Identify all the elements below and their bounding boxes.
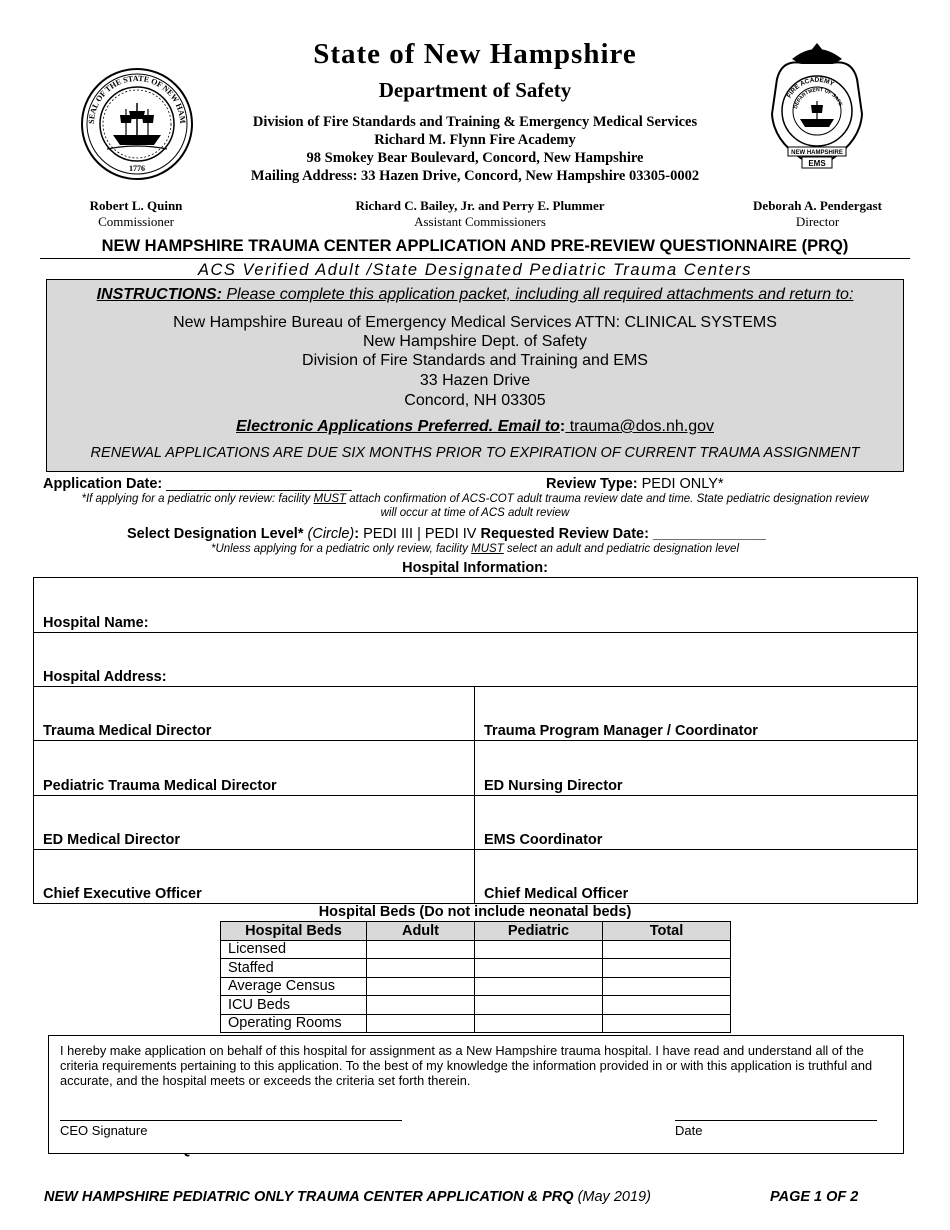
field-label: Trauma Program Manager / Coordinator — [484, 723, 758, 739]
review-type-row — [546, 476, 724, 492]
note-must: MUST — [471, 543, 504, 555]
beds-row — [221, 996, 731, 1015]
email-link[interactable]: trauma@dos.nh.gov — [565, 418, 715, 435]
declaration-text: I hereby make application on behalf of this hospital for assignment as a New Hampshire trauma hospital. I have read and understand all of the criteria requirements pertaining to this application. To the best of my knowledge the information provided in or with this application is truthful and accurate, and the hospital meets or exceeds the criteria set forth therein. — [60, 1043, 873, 1088]
field-label: EMS Coordinator — [484, 832, 603, 848]
field-label: ED Nursing Director — [484, 778, 623, 794]
beds-header-cell: Adult — [367, 922, 475, 941]
director-row-2 — [34, 741, 917, 796]
beds-header-cell: Hospital Beds — [221, 922, 367, 941]
return-address-line: Concord, NH 03305 — [404, 392, 546, 409]
note-text: *Unless applying for a pediatric only review, facility — [210, 543, 472, 555]
review-type-value: PEDI ONLY* — [637, 476, 724, 492]
review-type-label: Review Type: — [546, 476, 638, 492]
electronic-label: Electronic Applications Preferred. Email to — [235, 418, 560, 435]
beds-pediatric-cell[interactable] — [475, 940, 603, 959]
cmo-field[interactable] — [475, 849, 917, 903]
return-address-line: New Hampshire Bureau of Emergency Medical Services ATTN: CLINICAL SYSTEMS — [173, 314, 777, 331]
director-row-3 — [34, 795, 917, 850]
state-title: State of New Hampshire — [313, 38, 637, 70]
beds-total-cell[interactable] — [603, 977, 731, 996]
hospital-beds-title: Hospital Beds (Do not include neonatal beds) — [318, 904, 632, 920]
academy-line: Richard M. Flynn Fire Academy — [374, 132, 576, 148]
beds-total-cell[interactable] — [603, 1014, 731, 1033]
beds-row-label: ICU Beds — [221, 996, 367, 1015]
field-label: Pediatric Trauma Medical Director — [43, 778, 277, 794]
declaration-box — [48, 1035, 904, 1154]
seal-mid-text: DEPARTMENT OF SAFE — [793, 87, 844, 110]
hospital-info-table — [33, 577, 918, 904]
official-title: Assistant Commissioners — [414, 214, 546, 229]
date-line[interactable] — [675, 1120, 877, 1121]
instructions-box — [46, 279, 904, 472]
beds-pediatric-cell[interactable] — [475, 996, 603, 1015]
street-address-line: 98 Smokey Bear Boulevard, Concord, New Hampshire — [306, 150, 644, 166]
return-address-line: New Hampshire Dept. of Safety — [362, 333, 588, 350]
hospital-name-row[interactable] — [34, 578, 917, 633]
designation-row — [127, 526, 766, 542]
trauma-program-manager-field[interactable] — [475, 686, 917, 740]
note-must: MUST — [313, 493, 347, 505]
electronic-applications-line — [47, 418, 903, 436]
designation-note — [0, 543, 950, 555]
beds-pediatric-cell[interactable] — [475, 1014, 603, 1033]
renewal-notice: RENEWAL APPLICATIONS ARE DUE SIX MONTHS PRIOR TO EXPIRATION OF CURRENT TRAUMA ASSIGNMENT — [90, 445, 860, 461]
field-label: ED Medical Director — [43, 832, 180, 848]
designation-colon: : — [354, 526, 360, 542]
instructions-label: INSTRUCTIONS: — [96, 286, 222, 303]
footer-revision: (May 2019) — [577, 1189, 651, 1205]
requested-review-field[interactable]: ______________ — [648, 526, 766, 542]
footer-form-name — [44, 1189, 651, 1205]
return-address-line: Division of Fire Standards and Training and EMS — [302, 352, 648, 369]
beds-row-label: Operating Rooms — [221, 1014, 367, 1033]
beds-row — [221, 940, 731, 959]
form-title: NEW HAMPSHIRE TRAUMA CENTER APPLICATION AND PRE-REVIEW QUESTIONNAIRE (PRQ) — [101, 237, 849, 255]
designation-circle: (Circle) — [303, 526, 355, 542]
director-row-4 — [34, 849, 917, 903]
beds-row-label: Average Census — [221, 977, 367, 996]
hospital-info-heading: Hospital Information: — [402, 560, 548, 576]
official-director — [735, 198, 900, 230]
field-label: Trauma Medical Director — [43, 723, 212, 739]
footer-page-number: PAGE 1 OF 2 — [770, 1189, 859, 1205]
seal-top-text: FIRE ACADEMY — [785, 76, 835, 100]
beds-header-row — [221, 922, 731, 941]
footer-text: NEW HAMPSHIRE PEDIATRIC ONLY TRAUMA CENTER APPLICATION & PRQ — [44, 1189, 578, 1205]
designation-label: Select Designation Level* — [127, 526, 304, 542]
date-label: Date — [675, 1123, 703, 1138]
hospital-name-label: Hospital Name: — [43, 615, 149, 631]
seal-ems-text: EMS — [808, 159, 826, 168]
hospital-address-row[interactable] — [34, 632, 917, 687]
official-title: Commissioner — [98, 214, 174, 229]
seal-ring-text: SEAL OF THE STATE OF NEW HAM — [86, 73, 188, 125]
mailing-address-line: Mailing Address: 33 Hazen Drive, Concord, New Hampshire 03305-0002 — [250, 168, 700, 184]
seal-bottom-text: NEW HAMPSHIRE — [791, 150, 843, 156]
application-date-row — [43, 476, 352, 492]
beds-adult-cell[interactable] — [367, 996, 475, 1015]
official-name: Robert L. Quinn — [89, 198, 183, 213]
beds-pediatric-cell[interactable] — [475, 977, 603, 996]
electronic-colon: : — [559, 418, 566, 435]
official-title: Director — [795, 214, 840, 229]
beds-header-cell: Total — [603, 922, 731, 941]
official-assistant-commissioners — [280, 198, 680, 230]
official-commissioner — [56, 198, 216, 230]
hospital-address-label: Hospital Address: — [43, 669, 167, 685]
beds-row-label: Licensed — [221, 940, 367, 959]
beds-total-cell[interactable] — [603, 959, 731, 978]
pediatric-review-note-cont: will occur at time of ACS adult review — [380, 507, 570, 519]
form-subtitle: ACS Verified Adult /State Designated Pediatric Trauma Centers — [197, 261, 753, 279]
ed-nursing-director-field[interactable] — [475, 741, 917, 795]
ed-medical-director-field[interactable] — [34, 795, 474, 849]
return-address-line: 33 Hazen Drive — [419, 372, 531, 389]
director-row-1 — [34, 686, 917, 741]
beds-total-cell[interactable] — [603, 940, 731, 959]
application-date-field[interactable]: _______________________ — [162, 476, 352, 492]
application-date-label: Application Date: — [43, 476, 163, 492]
ceo-signature-line[interactable] — [60, 1120, 402, 1121]
beds-adult-cell[interactable] — [367, 1014, 475, 1033]
official-name: Deborah A. Pendergast — [753, 198, 882, 213]
beds-row-label: Staffed — [221, 959, 367, 978]
hospital-beds-table — [220, 921, 731, 1033]
beds-row — [221, 959, 731, 978]
pediatric-review-note — [0, 493, 950, 505]
official-name: Richard C. Bailey, Jr. and Perry E. Plummer — [355, 198, 605, 213]
ems-coordinator-field[interactable] — [475, 795, 917, 849]
beds-row — [221, 1014, 731, 1033]
note-text: select an adult and pediatric designation level — [503, 543, 740, 555]
beds-row — [221, 977, 731, 996]
note-text: attach confirmation of ACS-COT adult trauma review date and time. State pediatric designation review — [346, 493, 869, 505]
requested-review-label: Requested Review Date: — [476, 526, 649, 542]
beds-adult-cell[interactable] — [367, 977, 475, 996]
title-divider — [40, 258, 910, 259]
beds-header-cell: Pediatric — [475, 922, 603, 941]
ceo-field[interactable] — [34, 849, 474, 903]
department-title: Department of Safety — [378, 78, 572, 102]
instructions-text: Please complete this application packet, including all required attachments and return to: — [221, 286, 854, 303]
field-label: Chief Medical Officer — [484, 886, 629, 902]
ceo-signature-label: CEO Signature — [60, 1123, 148, 1138]
note-text: *If applying for a pediatric only review: facility — [81, 493, 314, 505]
seal-year: 1776 — [129, 164, 145, 173]
beds-adult-cell[interactable] — [367, 959, 475, 978]
field-label: Chief Executive Officer — [43, 886, 202, 902]
division-line: Division of Fire Standards and Training & Emergency Medical Services — [252, 114, 698, 130]
trauma-medical-director-field[interactable] — [34, 686, 474, 740]
pediatric-trauma-medical-director-field[interactable] — [34, 741, 474, 795]
beds-pediatric-cell[interactable] — [475, 959, 603, 978]
instructions-heading — [47, 286, 903, 304]
beds-adult-cell[interactable] — [367, 940, 475, 959]
designation-options[interactable]: PEDI III | PEDI IV — [359, 526, 477, 542]
beds-total-cell[interactable] — [603, 996, 731, 1015]
